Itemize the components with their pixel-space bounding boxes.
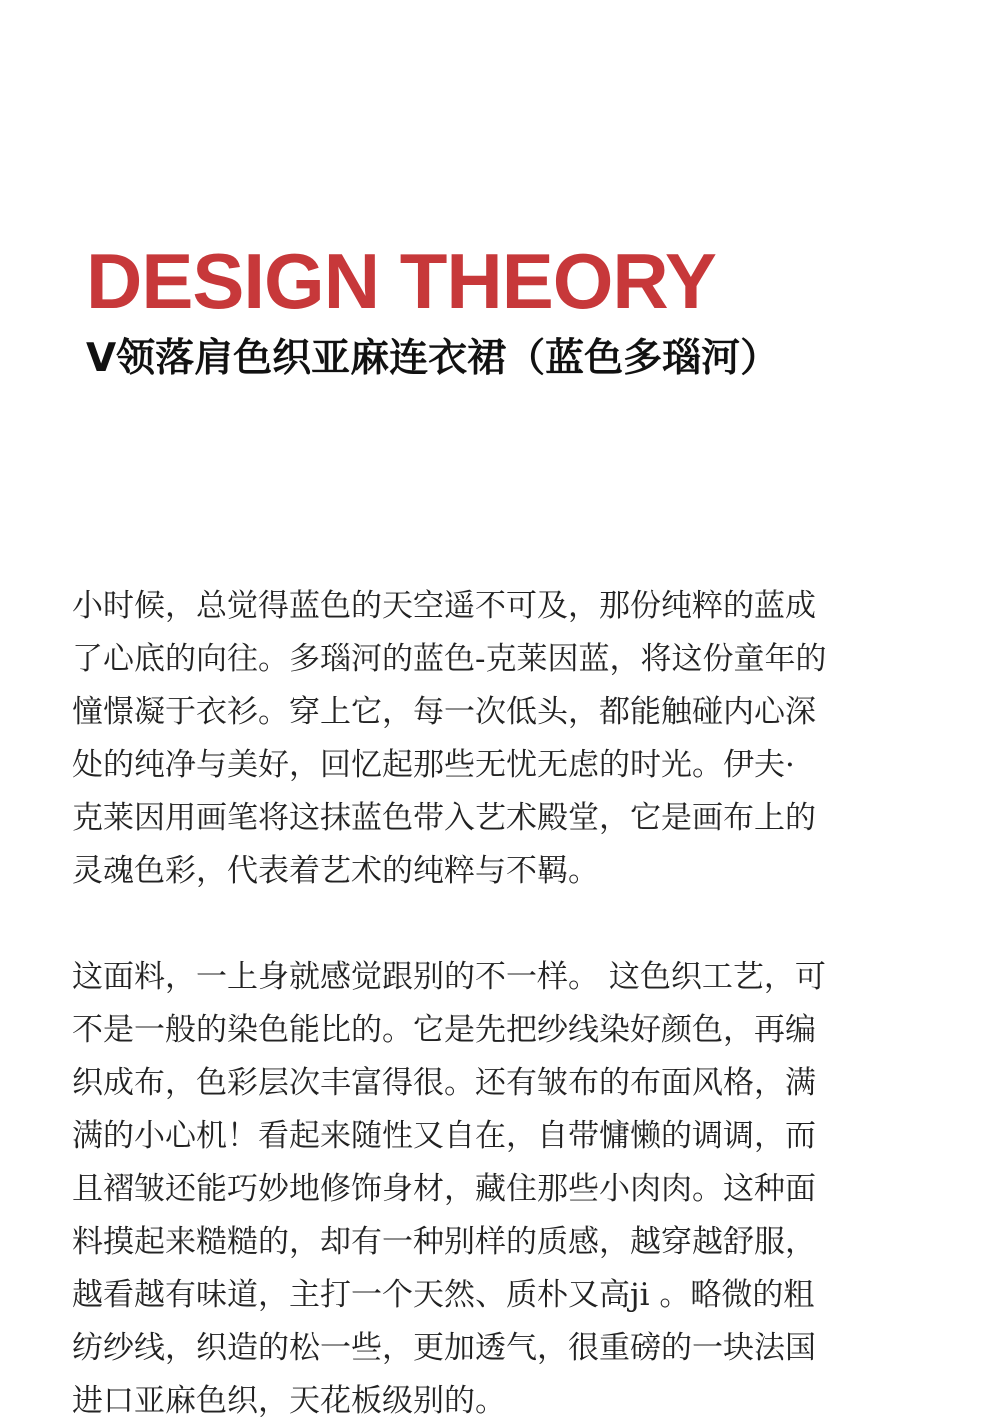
paragraph-line: 越看越有味道，主打一个天然、质朴又高ji 。略微的粗 bbox=[72, 1277, 815, 1313]
paragraph-line: 了心底的向往。多瑙河的蓝色-克莱因蓝，将这份童年的 bbox=[72, 641, 827, 677]
product-subtitle: V领落肩色织亚麻连衣裙（蓝色多瑙河） bbox=[86, 336, 780, 381]
paragraph-line: 料摸起来糙糙的，却有一种别样的质感，越穿越舒服， bbox=[72, 1224, 816, 1260]
paragraph-line: 不是一般的染色能比的。它是先把纱线染好颜色，再编 bbox=[72, 1012, 816, 1048]
fabric-paragraph bbox=[72, 951, 902, 1428]
paragraph-line: 处的纯净与美好，回忆起那些无忧无虑的时光。伊夫· bbox=[72, 747, 795, 783]
paragraph-line: 小时候，总觉得蓝色的天空遥不可及，那份纯粹的蓝成 bbox=[72, 588, 816, 624]
paragraph-line: 灵魂色彩，代表着艺术的纯粹与不羁。 bbox=[72, 853, 599, 889]
paragraph-line: 纺纱线，织造的松一些，更加透气，很重磅的一块法国 bbox=[72, 1330, 816, 1366]
paragraph-line: 满的小心机！看起来随性又自在，自带慵懒的调调，而 bbox=[72, 1118, 816, 1154]
intro-paragraph bbox=[72, 580, 902, 898]
paragraph-line: 克莱因用画笔将这抹蓝色带入艺术殿堂，它是画布上的 bbox=[72, 800, 816, 836]
paragraph-line: 这面料，一上身就感觉跟别的不一样。 这色织工艺，可 bbox=[72, 959, 826, 995]
paragraph-line: 且褶皱还能巧妙地修饰身材，藏住那些小肉肉。这种面 bbox=[72, 1171, 816, 1207]
paragraph-line: 进口亚麻色织，天花板级别的。 bbox=[72, 1383, 506, 1419]
paragraph-line: 憧憬凝于衣衫。穿上它，每一次低头，都能触碰内心深 bbox=[72, 694, 816, 730]
page-title: DESIGN THEORY bbox=[86, 237, 716, 325]
paragraph-line: 织成布，色彩层次丰富得很。还有皱布的布面风格，满 bbox=[72, 1065, 816, 1101]
